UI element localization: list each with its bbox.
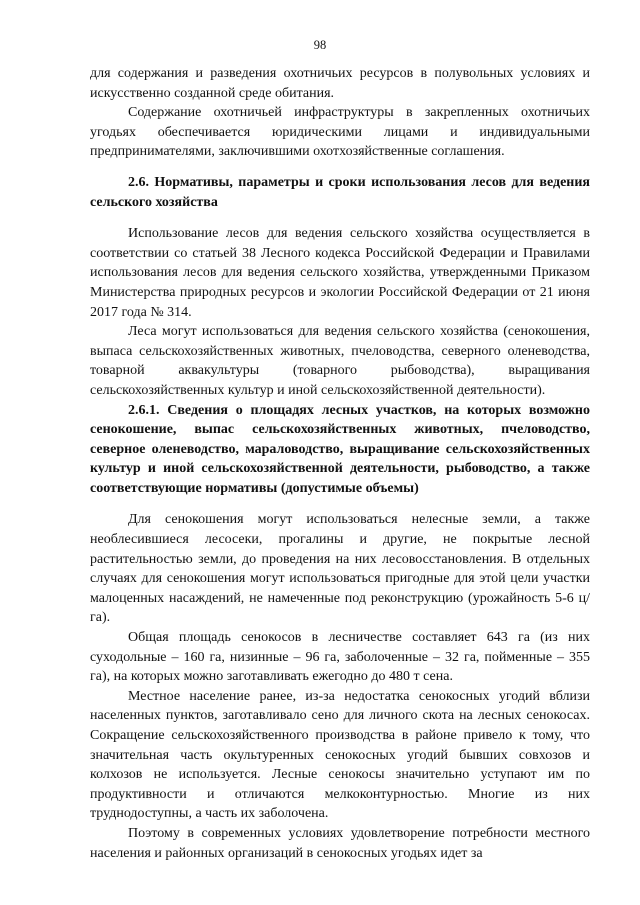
paragraph: Для сенокошения могут использоваться нелесные земли, а также необлесившиеся лесосеки, прогалины и другие, не покрытые лесной растительностью земли, до проведения на них лесовосстановления. В отдельных случаях для сенокошения могут использоваться пригодные для этой цели участки малоценных насаждений, не намеченные под реконструкцию (урожайность 5-6 ц/га). — [90, 512, 590, 626]
subsection-heading: 2.6.1. Сведения о площадях лесных участков, на которых возможно сенокошение, выпас сельскохозяйственных животных, пчеловодство, северное оленеводство, мараловодство, выращивание сельскохозяйственных культур и иной сельскохозяйственной деятельности, рыбоводство, а также соответствующие нормативы (допустимые объемы) — [90, 402, 590, 496]
paragraph: Общая площадь сенокосов в лесничестве составляет 643 га (из них суходольные – 160 га, низинные – 96 га, заболоченные – 32 га, пойменные – 355 га), на которых можно заготавливать ежегодно до 480 т сена. — [90, 630, 590, 685]
paragraph: Содержание охотничьей инфраструктуры в закрепленных охотничьих угодьях обеспечивается юридическими лицами и индивидуальными предпринимателями, заключившими охотхозяйственные соглашения. — [90, 105, 590, 160]
page-number: 98 — [313, 38, 327, 52]
paragraph: Леса могут использоваться для ведения сельского хозяйства (сенокошения, выпаса сельскохозяйственных животных, пчеловодства, северного оленеводства, товарной аквакультуры (товарного рыбоводства), выращивания сельскохозяйственных культур и иной сельскохозяйственной деятельности). — [90, 324, 590, 398]
paragraph: Местное население ранее, из-за недостатка сенокосных угодий вблизи населенных пунктов, заготавливало сено для личного скота на лесных сенокосах. Сокращение сельскохозяйственного производства в районе привело к тому, что значительная часть окультуренных сенокосных угодий бывших совхозов и колхозов не используется. Лесные сенокосы значительно уступают им по продуктивности и отличаются мелкоконтурностью. Многие из них труднодоступны, а часть их заболочена. — [90, 688, 590, 822]
paragraph: Использование лесов для ведения сельского хозяйства осуществляется в соответствии со статьей 38 Лесного кодекса Российской Федерации и Правилами использования лесов для ведения сельского хозяйства, утвержденными Приказом Министерства природных ресурсов и экологии Российской Федерации от 21 июня 2017 года № 314. — [90, 226, 590, 320]
paragraph: Поэтому в современных условиях удовлетворение потребности местного населения и районных организаций в сенокосных угодьях идет за — [90, 825, 590, 861]
page-body — [90, 64, 590, 863]
paragraph-continuation: для содержания и разведения охотничьих ресурсов в полувольных условиях и искусственно созданной среде обитания. — [90, 66, 590, 101]
section-heading: 2.6. Нормативы, параметры и сроки использования лесов для ведения сельского хозяйства — [90, 174, 590, 210]
